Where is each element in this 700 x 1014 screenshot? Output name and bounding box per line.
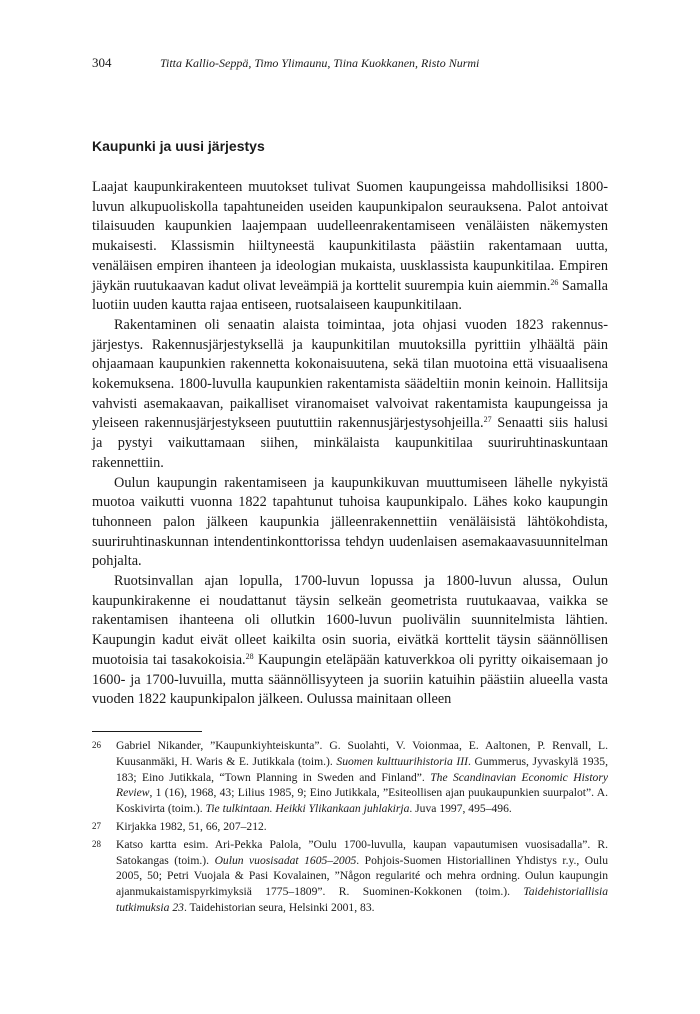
footnote-26: [92, 738, 608, 817]
footnote-text: Gabriel Nikander, ”Kaupunkiyhteiskunta”. G. Suolahti, V. Voionmaa, E. Aaltonen, P. Renvall, L. Kuusanmäki, H. Waris & E. Jutikkala (toim.).: [116, 739, 608, 768]
footnote-divider: [92, 731, 202, 732]
footnote-title: Oulun vuosisadat 1605–2005: [214, 853, 357, 867]
footnote-number: 26: [92, 740, 101, 750]
paragraph-2-text-b: Senaatti siis halusi ja pystyi vaikuttamaan siihen, minkälaista kaupunkitilaa suuriruhtinaskuntaan rakennettiin.: [92, 415, 608, 471]
footnote-text: , 1 (16), 1968, 43; Lilius 1985, 9; Eino Jutikkala, ”Esiteollisen ajan puukaupunkien suurpalot”. A. Koskivirta (toim.).: [116, 786, 608, 816]
page-number: 304: [92, 55, 112, 70]
footnote-title: Taidehistoriallisia tutkimuksia 23: [116, 885, 608, 914]
footnote-27: [92, 819, 608, 835]
footnote-title: Tie tulkintaan. Heikki Ylikankaan juhlakirja: [205, 802, 410, 816]
running-head-authors: Titta Kallio-Seppä, Timo Ylimaunu, Tiina Kuokkanen, Risto Nurmi: [160, 56, 480, 70]
paragraph-4-text-b: Kaupungin eteläpään katuverkkoa oli pyritty oikaisemaan jo 1600- ja 1700-luvuilla, mutta säännöllisyyteen ja suoriin katuihin päästiin alueella vasta vuoden 1822 kaupunkipalon jälkeen. Oulussa mainitaan olleen: [92, 651, 608, 708]
footnote-text: . Gummerus, Jyvaskylä 1935, 183; Eino Jutikkala, “Town Planning in Sweden and Finland”.: [116, 754, 608, 784]
paragraph-4-text-a: Ruotsinvallan ajan lopulla, 1700-luvun lopussa ja 1800-luvun alussa, Oulun kaupunkirakenne ei noudattanut täysin selkeän geometrista ruutukaavaa, vaikka se rakentamisen ihanteena oli ollutkin 1600-luvun puolivälin suunnitelmista lähtien. Kaupungin kadut eivät olleet kaikilta osin suoria, eivätkä korttelit täysin säännöllisen muotoisia tai tasakokoisia.: [92, 573, 608, 668]
footnote-ref-27[interactable]: 27: [483, 415, 492, 425]
paragraph-2-text-a: Rakentaminen oli senaatin alaista toimintaa, jota ohjasi vuoden 1823 rakennusjärjestys. Rakennusjärjestyksellä ja kaupunkitilan muutoksilla pyrittiin ylhäältä päin ohjaamaan kaupunkien rakennetta kokonaisuutena, sekä tilan muotoina että visuaalisena kokemuksena. 1800-luvulla kaupunkien rakentamista säädeltiin monin keinoin. Hallitsija vahvisti asemakaavan, paikalliset viranomaiset valvoivat rakentamista kaupungeissa ja yleiseen rakennusjärjestykseen puututtiin rakennusjärjestysohjeilla.: [92, 316, 608, 432]
paragraph-1-text-b: Samalla luotiin uuden kautta rajaa entiseen, ruotsalaiseen kaupunkitilaan.: [92, 277, 608, 314]
footnote-title: The Scandinavian Economic History Review: [116, 770, 608, 800]
footnote-text: . Pohjois-Suomen Historiallinen Yhdistys r.y., Oulu 2005, 50; Petri Vuojala & Pasi Kovalainen, ”Någon regularité och mehra ordning. Oulun kaupungin ajanmukaistamispyrkimyksiä 1775–1809”. R. Suominen-Kokkonen (toim.).: [116, 853, 608, 899]
footnote-number: 27: [92, 820, 101, 831]
paragraph-2: [92, 316, 608, 474]
paragraph-1-text-a: Laajat kaupunkirakenteen muutokset tulivat Suomen kaupungeissa mahdollisiksi 1800-luvun alkupuoliskolla tapahtuneiden useiden kaupunkipalon seurauksena. Palot antoivat tilaisuuden kaupunkien laajempaan uudelleenrakentamiseen venäläisten näkemysten mukaisesti. Klassismin hiiltyneestä kaupunkitilasta päästiin rakentamaan uutta, venäläisen empiren ihanteen ja ideologian mukaista, uusklassista kaupunkitilaa. Empiren jäykän ruutukaavan kadut olivat leveämpiä ja korttelit suurempia kuin aiemmin.: [92, 179, 608, 294]
footnote-28: [92, 837, 608, 916]
running-head: [92, 55, 608, 71]
footnote-title: Suomen kulttuurihistoria III: [336, 754, 468, 768]
footnote-number: 28: [92, 838, 101, 849]
body-text: [92, 178, 608, 710]
footnote-text: Katso kartta esim. Ari-Pekka Palola, ”Oulu 1700-luvulla, kaupan vapautumisen vuosisadalla”. R. Satokangas (toim.).: [116, 837, 608, 867]
footnote-text: Kirjakka 1982, 51, 66, 207–212.: [116, 819, 267, 833]
footnote-text: . Juva 1997, 495–496.: [409, 802, 512, 816]
footnote-ref-26[interactable]: 26: [550, 277, 559, 287]
footnote-text: . Taidehistorian seura, Helsinki 2001, 83.: [183, 900, 375, 914]
paragraph-3: Oulun kaupungin rakentamiseen ja kaupunkikuvan muuttumiseen lähelle nykyistä muotoa vaikutti vuonna 1822 tapahtunut tuhoisa kaupunkipalo. Lähes koko kaupungin tuhonneen palon jälkeen kaupunkia jälleenrakennettiin venäläisistä lähtökohdista, suuriruhtinaskunnan intendentinkonttorissa tehdyn uudenlaisen asemakaavasuunnitelman pohjalta.: [92, 474, 608, 570]
paragraph-4: [92, 572, 608, 710]
section-heading: Kaupunki ja uusi järjestys: [92, 138, 265, 154]
paragraph-1: [92, 178, 608, 316]
footnote-ref-28[interactable]: 28: [245, 651, 254, 661]
footnotes: [92, 738, 608, 918]
